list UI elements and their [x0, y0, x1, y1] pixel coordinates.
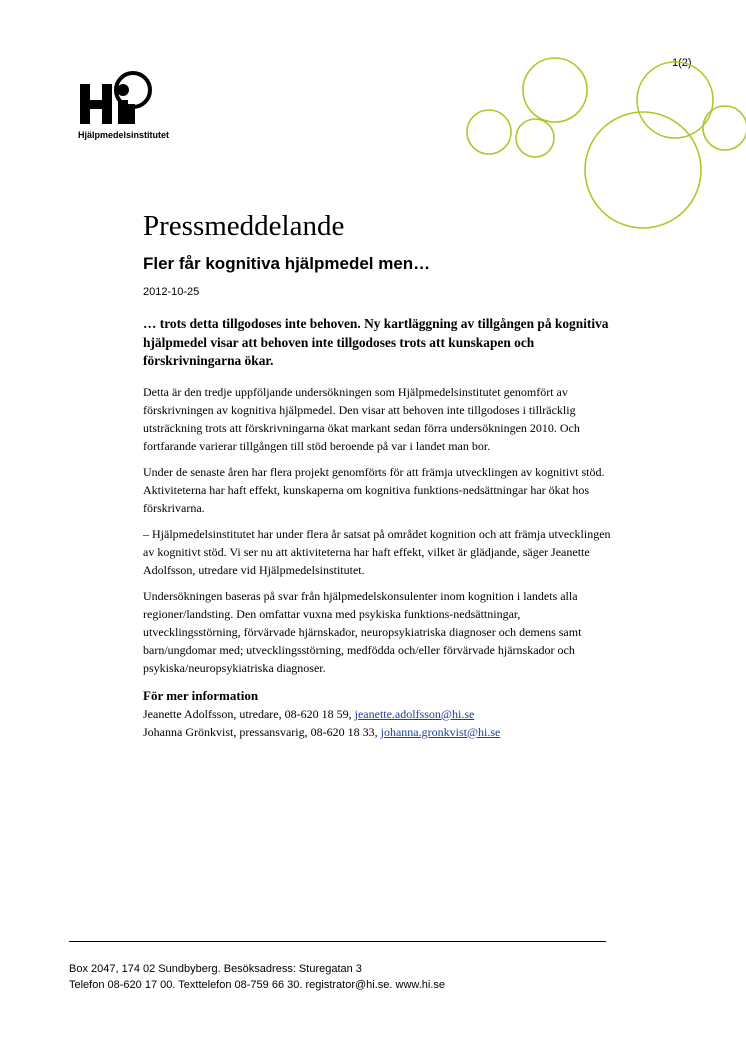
release-date: 2012-10-25: [143, 286, 200, 298]
contact-heading: För mer information: [143, 687, 259, 703]
footer-contact: Telefon 08-620 17 00. Texttelefon 08-759 66 30. registrator@hi.se. www.hi.se: [69, 979, 446, 991]
logo-wordmark: Hjälpmedelsinstitutet: [78, 130, 170, 140]
contact-email-link-1[interactable]: jeanette.adolfsson@hi.se: [354, 706, 475, 721]
contact-name-2: Johanna Grönkvist, pressansvarig, 08-620 18 33,: [143, 724, 381, 739]
footer-divider: [69, 941, 606, 942]
contact-line-1: [143, 705, 621, 723]
circle-right: [637, 62, 713, 138]
hi-logo-mark: [78, 70, 178, 130]
body-paragraph-2: Under de senaste åren har flera projekt genomförts för att främja utvecklingen av kognitivt stöd. Aktiviteterna har haft effekt, kunskaperna om kognitiva funktions-nedsättningar har ökat hos förskrivarna.: [143, 464, 605, 515]
contact-email-link-2[interactable]: johanna.gronkvist@hi.se: [380, 724, 501, 739]
press-release-body: [143, 315, 621, 741]
footer: [69, 961, 445, 993]
circle-top: [523, 58, 587, 122]
body-paragraph-4: Undersökningen baseras på svar från hjälpmedelskonsulenter inom kognition i landets alla regioner/landsting. Den omfattar vuxna med psykiska funktions-nedsättningar, utvecklingsstörning, förvärvade hjärnskador, neuropsykiatriska diagnoser och demens samt barn/ungdomar med; utvecklingsstörning, medfödda och/eller förvärvade hjärnskador och psykiska/neuropsykiatriska diagnoser.: [143, 588, 582, 675]
page-number: 1(2): [672, 57, 692, 69]
headline: Fler får kognitiva hjälpmedel men…: [143, 254, 431, 273]
contact-name-1: Jeanette Adolfsson, utredare, 08-620 18 59,: [143, 706, 355, 721]
circle-small-left: [467, 110, 511, 154]
circle-large: [585, 112, 701, 228]
body-paragraph-3: – Hjälpmedelsinstitutet har under flera år satsat på området kognition och att främja utvecklingen av kognitivt stöd. Vi ser nu att aktiviteterna har haft effekt, vilket är glädjande, säger Jeanette Adolfsson, utredare vid Hjälpmedelsinstitutet.: [143, 526, 611, 577]
contact-line-2: [143, 723, 621, 741]
circle-edge: [703, 106, 746, 150]
body-paragraph-1: Detta är den tredje uppföljande undersökningen som Hjälpmedelsinstitutet genomfört av förskrivningen av kognitiva hjälpmedel. Den visar att behoven inte tillgodoses i tillräcklig utsträckning trots att förskrivningarna ökat markant sedan förra undersökningen 2010. Och fortfarande varierar tillgången till stöd beroende på var i landet man bor.: [143, 384, 580, 453]
footer-address: Box 2047, 174 02 Sundbyberg. Besöksadress: Sturegatan 3: [69, 963, 362, 975]
document-type: Pressmeddelande: [143, 210, 345, 242]
lead-paragraph: … trots detta tillgodoses inte behoven. Ny kartläggning av tillgången på kognitiva hjälpmedel visar att behoven inte tillgodoses trots att kunskapen och förskrivningarna ökar.: [143, 316, 609, 368]
circle-mid: [516, 119, 554, 157]
decorative-circles: [455, 40, 746, 240]
hi-logo: [78, 70, 188, 146]
